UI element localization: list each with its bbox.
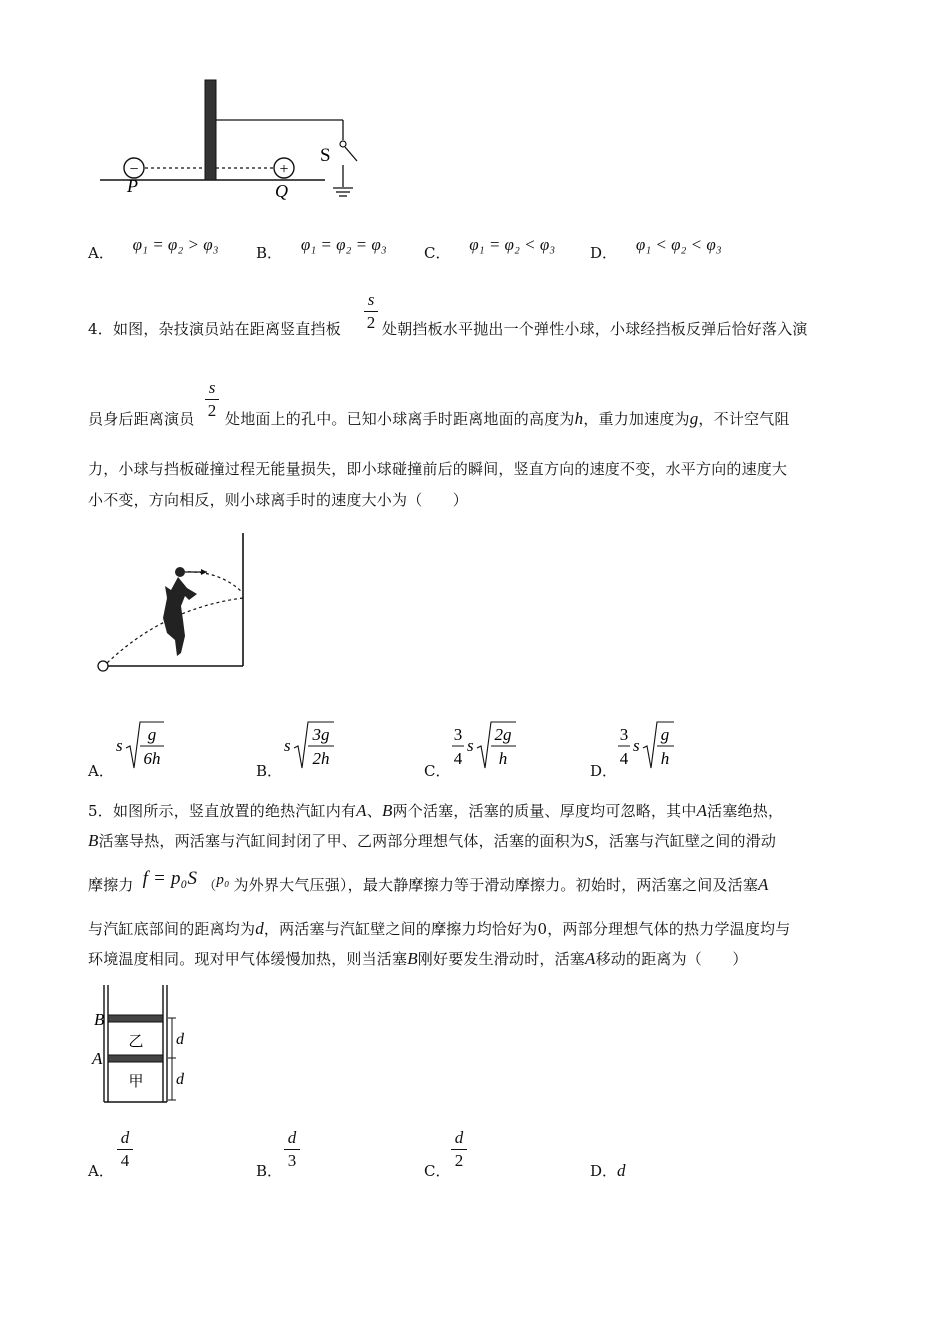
q3-circuit-figure [95, 75, 375, 210]
q5-cylinder-figure [88, 982, 198, 1107]
label-Q: Q [275, 181, 288, 201]
svg-text:d: d [176, 1031, 184, 1048]
q4-line-4: 小不变，方向相反，则小球离手时的速度大小为（ ） [88, 491, 469, 509]
q5-line-5: 环境温度相同。现对甲气体缓慢加热，则当活塞B刚好要发生滑动时，活塞A移动的距离为（ ） [88, 949, 748, 968]
q4-fraction-s-over-2-b: s 2 [203, 378, 221, 421]
q3-option-b: B． φ₁ = φ₂ = φ₃ [256, 235, 387, 262]
q4-option-d: D． [590, 762, 618, 780]
q4-line-2: 员身后距离演员 [88, 410, 195, 428]
q5-option-d: D．d [590, 1161, 626, 1180]
gas-yi-label: 乙 [128, 1034, 144, 1050]
label-P: P [127, 176, 138, 196]
q4-fraction-s-over-2: s 2 [362, 290, 380, 333]
switch-label: S [320, 145, 331, 166]
svg-text:2g: 2g [494, 725, 512, 744]
svg-text:B: B [94, 1010, 105, 1029]
q4-formula-a [114, 718, 174, 774]
switch-contact [340, 141, 346, 147]
svg-text:3g: 3g [312, 725, 330, 744]
svg-text:4: 4 [619, 749, 629, 768]
piston-B [108, 1015, 163, 1022]
q4-formula-d [616, 718, 686, 774]
switch-lever-icon [345, 147, 357, 161]
q5-option-b: B． [256, 1162, 283, 1180]
svg-text:4: 4 [453, 749, 463, 768]
hole-icon [98, 661, 108, 671]
svg-text:h: h [660, 749, 670, 768]
q4-option-b: B． [256, 762, 283, 780]
svg-text:s: s [284, 736, 291, 755]
q4-line-3: 力，小球与挡板碰撞过程无能量损失，即小球碰撞前后的瞬间，竖直方向的速度不变，水平方向的速度大 [88, 460, 788, 478]
svg-text:g: g [660, 725, 670, 744]
svg-text:3: 3 [453, 725, 463, 744]
svg-text:g: g [147, 725, 157, 744]
ball-icon [175, 567, 185, 577]
q4-formula-c [450, 718, 530, 774]
svg-text:3: 3 [619, 725, 629, 744]
svg-text:A: A [92, 1049, 103, 1068]
q5-line-3: 摩擦力 f = p₀S （p₀ 为外界大气压强），最大静摩擦力等于滑动摩擦力。初始时，两活塞之间及活塞A [88, 868, 769, 894]
svg-text:−: − [129, 161, 139, 178]
q5-option-a: A． [88, 1162, 114, 1180]
friction-formula: f = p₀S [142, 868, 198, 889]
svg-text:6h: 6h [143, 749, 161, 768]
svg-text:s: s [116, 736, 123, 755]
sqrt-icon [643, 722, 674, 768]
svg-text:h: h [498, 749, 508, 768]
svg-text:s: s [467, 736, 474, 755]
q4-line-1: 4．如图，杂技演员站在距离竖直挡板 [88, 320, 341, 338]
q3-option-d: D． φ₁ < φ₂ < φ₃ [590, 235, 722, 262]
q4-juggler-figure [85, 528, 255, 678]
q3-option-a: A． φ₁ = φ₂ > φ₃ [88, 235, 219, 262]
q3-option-c: C． φ₁ = φ₂ < φ₃ [424, 235, 556, 262]
q5-line-1: 5．如图所示，竖直放置的绝热汽缸内有A、B两个活塞，活塞的质量、厚度均可忽略，其中A活塞绝热， [88, 801, 784, 820]
q5-line-4: 与汽缸底部间的距离均为d，两活塞与汽缸壁之间的摩擦力均恰好为0，两部分理想气体的热力学温度均与 [88, 919, 791, 938]
q4-option-c: C． [424, 762, 451, 780]
q5-line-2: B活塞导热，两活塞与汽缸间封闭了甲、乙两部分理想气体，活塞的面积为S，活塞与汽缸壁之间的滑动 [88, 831, 777, 850]
acrobat-silhouette-icon [163, 577, 197, 656]
q5-option-c: C． [424, 1162, 451, 1180]
svg-text:2h: 2h [312, 749, 330, 768]
metal-plate [205, 80, 216, 180]
q4-formula-b [282, 718, 342, 774]
svg-text:+: + [279, 161, 289, 178]
svg-text:d: d [176, 1071, 184, 1088]
piston-A [108, 1055, 163, 1062]
gas-jia-label: 甲 [128, 1074, 144, 1090]
svg-text:s: s [633, 736, 640, 755]
q4-option-a: A． [88, 762, 114, 780]
